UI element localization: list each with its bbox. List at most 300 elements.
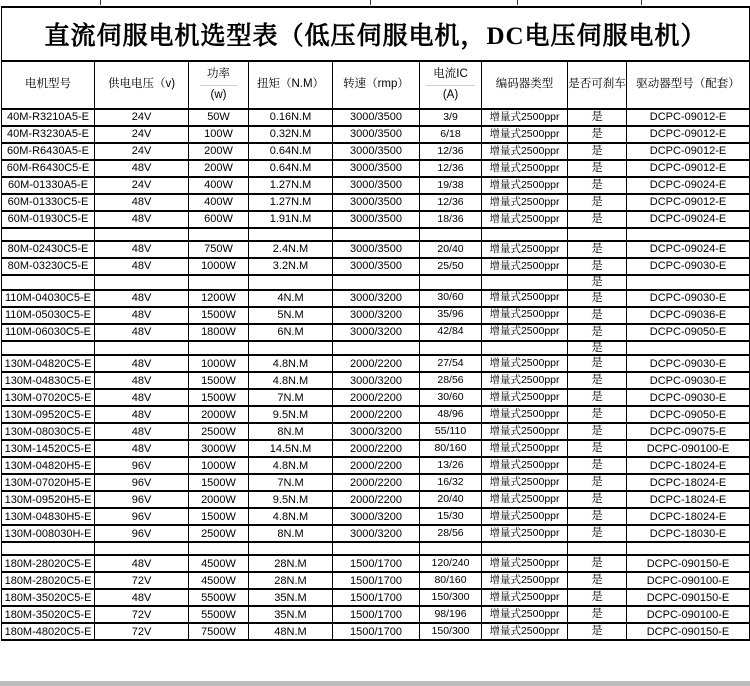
- cell-torque: [249, 228, 333, 241]
- cell-voltage: 48V: [95, 440, 189, 457]
- cell-torque: 28N.M: [249, 555, 333, 572]
- crop-remnant-strip: [0, 0, 750, 6]
- cell-torque: 0.64N.M: [249, 160, 333, 177]
- cell-torque: 4.8N.M: [249, 372, 333, 389]
- cell-current: 55/110: [420, 423, 482, 440]
- cell-voltage: 72V: [95, 606, 189, 623]
- cell-current: 15/30: [420, 508, 482, 525]
- cell-encoder: 增量式2500ppr: [482, 194, 568, 211]
- cell-brake: 是: [568, 423, 627, 440]
- table-row: [2, 160, 750, 177]
- cell-torque: 0.16N.M: [249, 109, 333, 126]
- cell-torque: [249, 275, 333, 290]
- table-row: [2, 241, 750, 258]
- cell-voltage: 48V: [95, 290, 189, 307]
- table-row: [2, 508, 750, 525]
- cell-model: 130M-08030C5-E: [2, 423, 95, 440]
- column-header-driver: 驱动器型号（配套）: [627, 61, 750, 109]
- cell-current: 18/36: [420, 211, 482, 228]
- cell-model: [2, 228, 95, 241]
- cell-model: 130M-04820C5-E: [2, 355, 95, 372]
- cell-driver: DCPC-09012-E: [627, 194, 750, 211]
- cell-speed: [333, 228, 420, 241]
- cell-current: 28/56: [420, 372, 482, 389]
- cell-encoder: 增量式2500ppr: [482, 258, 568, 275]
- cell-brake: 是: [568, 355, 627, 372]
- cell-power: 1500W: [189, 474, 249, 491]
- cell-brake: 是: [568, 606, 627, 623]
- cell-speed: 2000/2200: [333, 491, 420, 508]
- cell-driver: DCPC-18024-E: [627, 491, 750, 508]
- cell-driver: DCPC-09030-E: [627, 389, 750, 406]
- separator-row: [2, 275, 750, 290]
- separator-row: [2, 542, 750, 555]
- cell-model: 130M-07020C5-E: [2, 389, 95, 406]
- cell-power: 200W: [189, 143, 249, 160]
- cell-model: 130M-04820H5-E: [2, 457, 95, 474]
- cell-brake: 是: [568, 341, 627, 356]
- cell-torque: 7N.M: [249, 474, 333, 491]
- cell-brake: 是: [568, 241, 627, 258]
- cell-driver: DCPC-09050-E: [627, 406, 750, 423]
- column-header-voltage: 供电电压（v): [95, 61, 189, 109]
- cell-driver: DCPC-090150-E: [627, 589, 750, 606]
- cell-speed: 2000/2200: [333, 389, 420, 406]
- cell-voltage: [95, 228, 189, 241]
- cell-brake: 是: [568, 457, 627, 474]
- cell-voltage: 24V: [95, 126, 189, 143]
- cell-driver: DCPC-09050-E: [627, 324, 750, 341]
- cell-encoder: 增量式2500ppr: [482, 211, 568, 228]
- cell-current: 30/60: [420, 290, 482, 307]
- cell-brake: 是: [568, 525, 627, 542]
- cell-torque: [249, 542, 333, 555]
- cell-border-remnant: [641, 0, 642, 5]
- cell-voltage: [95, 542, 189, 555]
- cell-power: 2500W: [189, 423, 249, 440]
- column-header-power: 功率 (w): [189, 61, 249, 109]
- cell-power: 750W: [189, 241, 249, 258]
- cell-torque: 35N.M: [249, 606, 333, 623]
- cell-encoder: 增量式2500ppr: [482, 508, 568, 525]
- cell-model: 130M-04830C5-E: [2, 372, 95, 389]
- cell-torque: 8N.M: [249, 525, 333, 542]
- cell-current: 3/9: [420, 109, 482, 126]
- table-row: [2, 457, 750, 474]
- cell-torque: 0.32N.M: [249, 126, 333, 143]
- cell-brake: 是: [568, 372, 627, 389]
- cell-speed: 3000/3200: [333, 307, 420, 324]
- cell-torque: 5N.M: [249, 307, 333, 324]
- cell-current: 120/240: [420, 555, 482, 572]
- cell-speed: 3000/3200: [333, 508, 420, 525]
- cell-encoder: 增量式2500ppr: [482, 307, 568, 324]
- cell-brake: 是: [568, 324, 627, 341]
- cell-brake: 是: [568, 491, 627, 508]
- cell-encoder: 增量式2500ppr: [482, 474, 568, 491]
- cell-speed: 3000/3500: [333, 126, 420, 143]
- cell-torque: 4.8N.M: [249, 508, 333, 525]
- table-row: [2, 307, 750, 324]
- cell-torque: 14.5N.M: [249, 440, 333, 457]
- cell-power: 1000W: [189, 258, 249, 275]
- cell-driver: DCPC-18024-E: [627, 508, 750, 525]
- cell-power: 1000W: [189, 355, 249, 372]
- cell-power: 7500W: [189, 623, 249, 640]
- cell-power: [189, 228, 249, 241]
- cell-voltage: [95, 275, 189, 290]
- cell-torque: 9.5N.M: [249, 491, 333, 508]
- cell-encoder: 增量式2500ppr: [482, 623, 568, 640]
- cell-driver: DCPC-18024-E: [627, 457, 750, 474]
- cell-model: 110M-05030C5-E: [2, 307, 95, 324]
- cell-driver: DCPC-09030-E: [627, 372, 750, 389]
- cell-power: 5500W: [189, 606, 249, 623]
- cell-driver: DCPC-09030-E: [627, 258, 750, 275]
- cell-speed: 3000/3500: [333, 160, 420, 177]
- cell-speed: 3000/3500: [333, 143, 420, 160]
- cell-driver: DCPC-09012-E: [627, 109, 750, 126]
- cell-driver: [627, 542, 750, 555]
- cell-power: 2000W: [189, 406, 249, 423]
- cell-power: [189, 275, 249, 290]
- cell-voltage: 96V: [95, 525, 189, 542]
- cell-torque: 4.8N.M: [249, 355, 333, 372]
- cell-voltage: 48V: [95, 372, 189, 389]
- cell-encoder: 增量式2500ppr: [482, 423, 568, 440]
- cell-encoder: 增量式2500ppr: [482, 177, 568, 194]
- cell-speed: 3000/3500: [333, 258, 420, 275]
- cell-encoder: 增量式2500ppr: [482, 457, 568, 474]
- cell-voltage: 48V: [95, 160, 189, 177]
- cell-driver: DCPC-09075-E: [627, 423, 750, 440]
- cell-model: 60M-R6430A5-E: [2, 143, 95, 160]
- cell-power: 1500W: [189, 372, 249, 389]
- cell-voltage: 48V: [95, 258, 189, 275]
- cell-brake: 是: [568, 623, 627, 640]
- cell-driver: DCPC-090150-E: [627, 555, 750, 572]
- header-row: [2, 61, 750, 109]
- cell-driver: [627, 228, 750, 241]
- cell-current: [420, 341, 482, 356]
- cell-encoder: [482, 275, 568, 290]
- table-row: [2, 389, 750, 406]
- cell-model: 180M-48020C5-E: [2, 623, 95, 640]
- cell-voltage: 48V: [95, 555, 189, 572]
- column-header-model: 电机型号: [2, 61, 95, 109]
- cell-voltage: 96V: [95, 457, 189, 474]
- cell-torque: [249, 341, 333, 356]
- cell-current: [420, 228, 482, 241]
- cell-brake: 是: [568, 258, 627, 275]
- cell-speed: [333, 542, 420, 555]
- cell-power: 1500W: [189, 389, 249, 406]
- cell-current: 25/50: [420, 258, 482, 275]
- cell-speed: 1500/1700: [333, 623, 420, 640]
- cell-speed: 3000/3500: [333, 109, 420, 126]
- cell-model: 40M-R3230A5-E: [2, 126, 95, 143]
- cell-driver: DCPC-09012-E: [627, 126, 750, 143]
- cell-current: 80/160: [420, 572, 482, 589]
- cell-brake: 是: [568, 572, 627, 589]
- cell-encoder: [482, 542, 568, 555]
- cell-model: 180M-28020C5-E: [2, 555, 95, 572]
- cell-brake: 是: [568, 589, 627, 606]
- cell-voltage: 96V: [95, 508, 189, 525]
- motor-selection-table: [1, 6, 750, 641]
- cell-speed: 3000/3200: [333, 290, 420, 307]
- cell-voltage: 48V: [95, 389, 189, 406]
- cell-speed: 3000/3200: [333, 525, 420, 542]
- cell-power: 1200W: [189, 290, 249, 307]
- cell-speed: 3000/3200: [333, 372, 420, 389]
- cell-model: 180M-28020C5-E: [2, 572, 95, 589]
- cell-driver: DCPC-09012-E: [627, 160, 750, 177]
- table-row: [2, 491, 750, 508]
- cell-voltage: [95, 341, 189, 356]
- cell-encoder: 增量式2500ppr: [482, 355, 568, 372]
- cell-encoder: 增量式2500ppr: [482, 160, 568, 177]
- cell-torque: 1.27N.M: [249, 177, 333, 194]
- cell-speed: [333, 341, 420, 356]
- cell-power: [189, 341, 249, 356]
- cell-brake: 是: [568, 508, 627, 525]
- cell-brake: 是: [568, 474, 627, 491]
- cell-driver: DCPC-09024-E: [627, 211, 750, 228]
- column-header-current: 电流IC (A): [420, 61, 482, 109]
- cell-brake: 是: [568, 290, 627, 307]
- cell-torque: 4N.M: [249, 290, 333, 307]
- title-row: [2, 7, 750, 61]
- cell-speed: 3000/3500: [333, 177, 420, 194]
- cell-brake: 是: [568, 177, 627, 194]
- cell-brake: 是: [568, 211, 627, 228]
- cell-voltage: 48V: [95, 307, 189, 324]
- cell-torque: 3.2N.M: [249, 258, 333, 275]
- table-row: [2, 525, 750, 542]
- cell-voltage: 48V: [95, 324, 189, 341]
- cell-model: 80M-02430C5-E: [2, 241, 95, 258]
- cell-current: 13/26: [420, 457, 482, 474]
- cell-driver: DCPC-090150-E: [627, 623, 750, 640]
- cell-speed: 2000/2200: [333, 406, 420, 423]
- separator-row: [2, 228, 750, 241]
- column-header-speed: 转速（rmp）: [333, 61, 420, 109]
- cell-voltage: 48V: [95, 406, 189, 423]
- cell-model: [2, 341, 95, 356]
- cell-current: 150/300: [420, 589, 482, 606]
- cell-speed: 3000/3200: [333, 423, 420, 440]
- cell-encoder: 增量式2500ppr: [482, 241, 568, 258]
- cell-speed: 2000/2200: [333, 457, 420, 474]
- cell-brake: 是: [568, 389, 627, 406]
- cell-current: 80/160: [420, 440, 482, 457]
- cell-torque: 9.5N.M: [249, 406, 333, 423]
- cell-speed: 3000/3500: [333, 194, 420, 211]
- cell-power: 100W: [189, 126, 249, 143]
- table-row: [2, 258, 750, 275]
- cell-model: 60M-01330A5-E: [2, 177, 95, 194]
- cell-power: 50W: [189, 109, 249, 126]
- cell-encoder: 增量式2500ppr: [482, 555, 568, 572]
- table-row: [2, 143, 750, 160]
- cell-driver: DCPC-09024-E: [627, 241, 750, 258]
- cell-model: 40M-R3210A5-E: [2, 109, 95, 126]
- table-row: [2, 589, 750, 606]
- cell-current: 12/36: [420, 143, 482, 160]
- cell-model: 180M-35020C5-E: [2, 589, 95, 606]
- table-title: 直流伺服电机选型表（低压伺服电机，DC电压伺服电机）: [2, 7, 750, 61]
- cell-model: 130M-07020H5-E: [2, 474, 95, 491]
- table-row: [2, 355, 750, 372]
- cell-power: 200W: [189, 160, 249, 177]
- table-row: [2, 126, 750, 143]
- table-row: [2, 211, 750, 228]
- cell-current: 42/84: [420, 324, 482, 341]
- table-row: [2, 555, 750, 572]
- cell-model: 180M-35020C5-E: [2, 606, 95, 623]
- cell-brake: 是: [568, 143, 627, 160]
- cell-driver: DCPC-09030-E: [627, 355, 750, 372]
- cell-power: 5500W: [189, 589, 249, 606]
- cell-voltage: 48V: [95, 423, 189, 440]
- cell-speed: 1500/1700: [333, 555, 420, 572]
- table-row: [2, 572, 750, 589]
- cell-power: 2000W: [189, 491, 249, 508]
- cell-speed: 1500/1700: [333, 572, 420, 589]
- cell-power: 1500W: [189, 508, 249, 525]
- cell-encoder: 增量式2500ppr: [482, 491, 568, 508]
- cell-model: [2, 542, 95, 555]
- cell-brake: 是: [568, 440, 627, 457]
- cell-driver: DCPC-090100-E: [627, 440, 750, 457]
- cell-brake: 是: [568, 307, 627, 324]
- cell-torque: 6N.M: [249, 324, 333, 341]
- cell-current: 20/40: [420, 241, 482, 258]
- cell-encoder: 增量式2500ppr: [482, 572, 568, 589]
- cell-model: 110M-04030C5-E: [2, 290, 95, 307]
- cell-current: 27/54: [420, 355, 482, 372]
- cell-encoder: 增量式2500ppr: [482, 389, 568, 406]
- cell-driver: DCPC-09012-E: [627, 143, 750, 160]
- cell-power: 1500W: [189, 307, 249, 324]
- cell-current: 16/32: [420, 474, 482, 491]
- cell-driver: DCPC-18030-E: [627, 525, 750, 542]
- cell-power: 1800W: [189, 324, 249, 341]
- cell-speed: 2000/2200: [333, 440, 420, 457]
- cell-current: 12/36: [420, 160, 482, 177]
- table-row: [2, 177, 750, 194]
- cell-encoder: 增量式2500ppr: [482, 290, 568, 307]
- cell-brake: 是: [568, 109, 627, 126]
- cell-driver: DCPC-09036-E: [627, 307, 750, 324]
- cell-model: [2, 275, 95, 290]
- cell-speed: 1500/1700: [333, 606, 420, 623]
- cell-driver: DCPC-09024-E: [627, 177, 750, 194]
- cell-encoder: 增量式2500ppr: [482, 324, 568, 341]
- cell-voltage: 72V: [95, 623, 189, 640]
- cell-encoder: 增量式2500ppr: [482, 440, 568, 457]
- cell-power: 600W: [189, 211, 249, 228]
- cell-speed: 3000/3500: [333, 241, 420, 258]
- cell-torque: 1.27N.M: [249, 194, 333, 211]
- cell-power: 2500W: [189, 525, 249, 542]
- table-row: [2, 194, 750, 211]
- cell-model: 130M-14520C5-E: [2, 440, 95, 457]
- cell-encoder: 增量式2500ppr: [482, 109, 568, 126]
- cell-torque: 0.64N.M: [249, 143, 333, 160]
- cell-current: 35/96: [420, 307, 482, 324]
- cell-power: 400W: [189, 194, 249, 211]
- cell-current: 6/18: [420, 126, 482, 143]
- cell-current: 20/40: [420, 491, 482, 508]
- cell-border-remnant: [370, 0, 371, 5]
- cell-torque: 35N.M: [249, 589, 333, 606]
- cell-encoder: 增量式2500ppr: [482, 372, 568, 389]
- cell-current: 98/196: [420, 606, 482, 623]
- cell-brake: 是: [568, 555, 627, 572]
- cell-voltage: 48V: [95, 589, 189, 606]
- cell-encoder: 增量式2500ppr: [482, 525, 568, 542]
- cell-brake: 是: [568, 406, 627, 423]
- cell-speed: 2000/2200: [333, 355, 420, 372]
- cell-border-remnant: [517, 0, 518, 5]
- table-row: [2, 109, 750, 126]
- cell-current: 150/300: [420, 623, 482, 640]
- cell-model: 130M-04830H5-E: [2, 508, 95, 525]
- cell-encoder: 增量式2500ppr: [482, 406, 568, 423]
- table-row: [2, 423, 750, 440]
- cell-voltage: 24V: [95, 177, 189, 194]
- table-row: [2, 606, 750, 623]
- table-row: [2, 324, 750, 341]
- cell-encoder: 增量式2500ppr: [482, 589, 568, 606]
- column-header-torque: 扭矩（N.M）: [249, 61, 333, 109]
- cell-voltage: 72V: [95, 572, 189, 589]
- cell-current: 48/96: [420, 406, 482, 423]
- cell-voltage: 96V: [95, 491, 189, 508]
- cell-torque: 8N.M: [249, 423, 333, 440]
- cell-speed: 3000/3200: [333, 324, 420, 341]
- cell-torque: 2.4N.M: [249, 241, 333, 258]
- cell-encoder: 增量式2500ppr: [482, 606, 568, 623]
- cell-model: 130M-008030H-E: [2, 525, 95, 542]
- cell-power: [189, 542, 249, 555]
- cell-current: 30/60: [420, 389, 482, 406]
- cell-speed: 2000/2200: [333, 474, 420, 491]
- cell-power: 3000W: [189, 440, 249, 457]
- cell-model: 60M-01330C5-E: [2, 194, 95, 211]
- cell-encoder: 增量式2500ppr: [482, 126, 568, 143]
- cell-speed: 1500/1700: [333, 589, 420, 606]
- cell-speed: 3000/3500: [333, 211, 420, 228]
- cell-brake: 是: [568, 275, 627, 290]
- table-row: [2, 474, 750, 491]
- table-row: [2, 406, 750, 423]
- cell-brake: 是: [568, 160, 627, 177]
- cell-model: 130M-09520C5-E: [2, 406, 95, 423]
- column-header-encoder: 编码器类型: [482, 61, 568, 109]
- table-row: [2, 440, 750, 457]
- cell-voltage: 48V: [95, 355, 189, 372]
- table-row: [2, 290, 750, 307]
- cell-brake: 是: [568, 194, 627, 211]
- cell-voltage: 24V: [95, 109, 189, 126]
- table-row: [2, 623, 750, 640]
- cell-torque: 7N.M: [249, 389, 333, 406]
- cell-model: 60M-R6430C5-E: [2, 160, 95, 177]
- cell-power: 400W: [189, 177, 249, 194]
